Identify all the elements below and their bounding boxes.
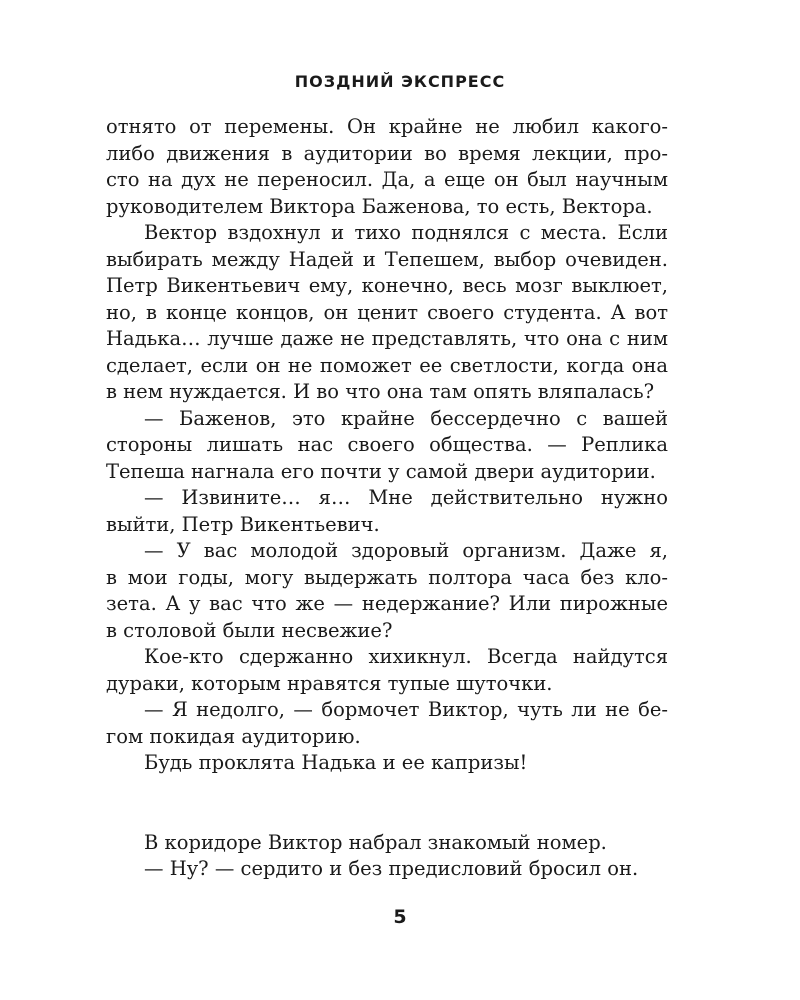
text-line: в мои годы, могу выдержать полтора часа без кло-	[106, 565, 668, 589]
text-line: гом покидая аудиторию.	[106, 724, 361, 748]
text-line: В коридоре Виктор набрал знакомый номер.	[144, 830, 607, 854]
text-line: — Я недолго, — бормочет Виктор, чуть ли не бе-	[144, 698, 668, 721]
text-line: отнято от перемены. Он крайне не любил какого-	[106, 115, 668, 138]
text-line: выбирать между Надей и Тепешем, выбор очевиден.	[106, 247, 668, 271]
body-text	[106, 114, 668, 883]
text-line: в столовой были несвежие?	[106, 618, 393, 642]
text-line: — Ну? — сердито и без предисловий бросил он.	[144, 857, 639, 880]
text-line: Будь проклята Надька и ее капризы!	[144, 751, 528, 774]
text-line: Тепеша нагнала его почти у самой двери аудитории.	[106, 459, 656, 483]
text-line: выйти, Петр Викентьевич.	[106, 512, 380, 536]
section-break	[106, 777, 668, 830]
text-line: в нем нуждается. И во что она там опять вляпалась?	[106, 380, 655, 403]
text-line: но, в конце концов, он ценит своего студента. А вот	[106, 300, 668, 324]
text-line: стороны лишать нас своего общества. — Реплика	[106, 433, 668, 456]
text-line: Кое-кто сдержанно хихикнул. Всегда найдутся	[144, 645, 668, 668]
text-line: сделает, если он не поможет ее светлости, когда она	[106, 353, 668, 377]
text-line: Надька… лучше даже не представлять, что она с ним	[106, 327, 668, 350]
text-line: — У вас молодой здоровый организм. Даже я,	[144, 539, 668, 562]
text-line: зета. А у вас что же — недержание? Или пирожные	[106, 592, 668, 615]
text-line: — Извините… я… Мне действительно нужно	[144, 486, 668, 509]
text-line: дураки, которым нравятся тупые шуточки.	[106, 671, 553, 695]
page-number: 5	[393, 906, 407, 928]
text-line: Петр Викентьевич ему, конечно, весь мозг выклюет,	[106, 274, 668, 297]
text-line: Вектор вздохнул и тихо поднялся с места. Если	[144, 221, 668, 244]
running-head-title: ПОЗДНИЙ ЭКСПРЕСС	[294, 72, 506, 91]
text-line: сто на дух не переносил. Да, а еще он был научным	[106, 168, 668, 191]
text-line: — Баженов, это крайне бессердечно с вашей	[144, 406, 668, 430]
text-line: либо движения в аудитории во время лекции, про-	[106, 141, 668, 165]
text-line: руководителем Виктора Баженова, то есть, Вектора.	[106, 194, 653, 218]
